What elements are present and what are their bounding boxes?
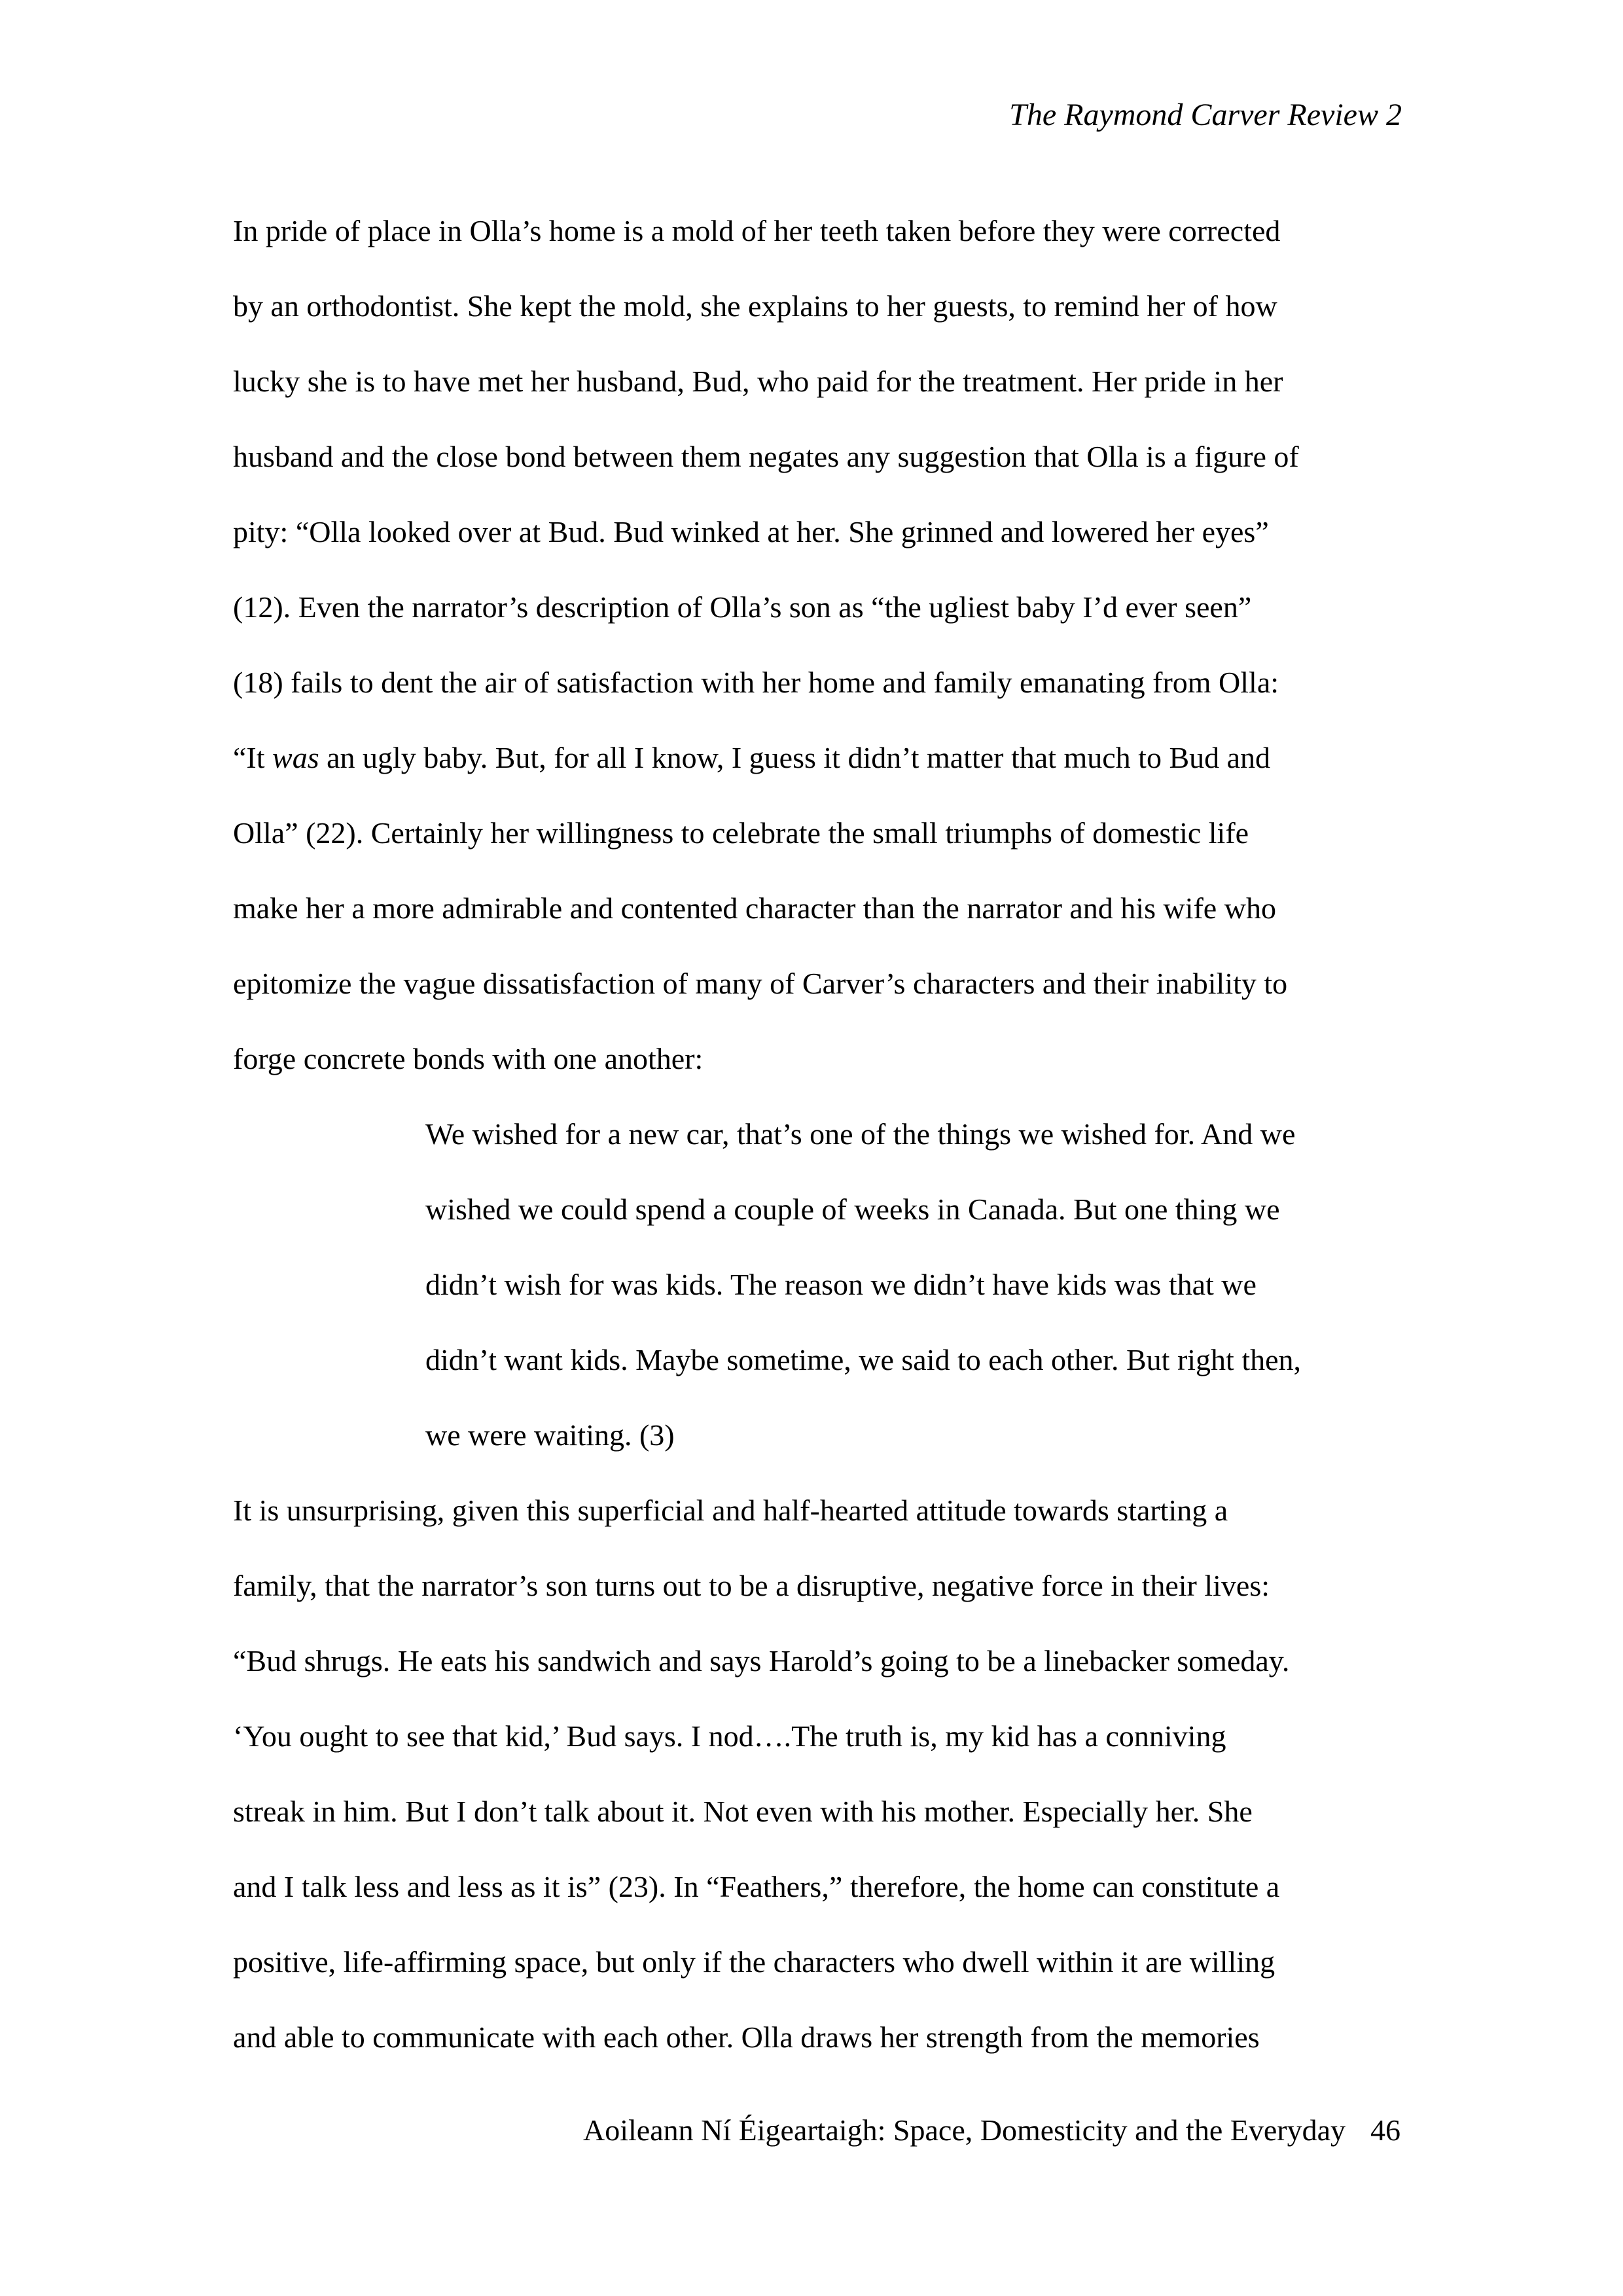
body-text-line: by an orthodontist. She kept the mold, she explains to her guests, to remind her of how bbox=[233, 289, 1277, 323]
text-segment: an ugly baby. But, for all I know, I guess it didn’t matter that much to Bud and bbox=[319, 741, 1271, 774]
block-quote-line: didn’t wish for was kids. The reason we didn’t have kids was that we bbox=[425, 1268, 1257, 1301]
body-text-line: (18) fails to dent the air of satisfaction with her home and family emanating from Olla: bbox=[233, 666, 1279, 699]
body-text-line: forge concrete bonds with one another: bbox=[233, 1042, 704, 1075]
block-quote-line: We wished for a new car, that’s one of the things we wished for. And we bbox=[425, 1117, 1296, 1151]
page-footer bbox=[583, 2113, 1400, 2147]
footer-running-title: Aoileann Ní Éigeartaigh: Space, Domesticity and the Everyday bbox=[583, 2113, 1346, 2147]
block-quote-line: we were waiting. (3) bbox=[425, 1418, 675, 1452]
body-text-line: and able to communicate with each other. Olla draws her strength from the memories bbox=[233, 2020, 1260, 2054]
body-text-line: positive, life-affirming space, but only if the characters who dwell within it are willing bbox=[233, 1945, 1275, 1979]
body-text-line: “Bud shrugs. He eats his sandwich and says Harold’s going to be a linebacker someday. bbox=[233, 1644, 1290, 1677]
block-quote-line: didn’t want kids. Maybe sometime, we said to each other. But right then, bbox=[425, 1343, 1302, 1376]
body-text-line: In pride of place in Olla’s home is a mold of her teeth taken before they were corrected bbox=[233, 214, 1281, 247]
running-header: The Raymond Carver Review 2 bbox=[1009, 98, 1402, 132]
page-number: 46 bbox=[1370, 2113, 1400, 2147]
body-text-line: Olla” (22). Certainly her willingness to celebrate the small triumphs of domestic life bbox=[233, 816, 1249, 850]
body-text-line: pity: “Olla looked over at Bud. Bud winked at her. She grinned and lowered her eyes” bbox=[233, 515, 1269, 548]
body-text-line: husband and the close bond between them negates any suggestion that Olla is a figure of bbox=[233, 440, 1299, 473]
text-segment: “It bbox=[233, 741, 273, 774]
body-text-line: epitomize the vague dissatisfaction of many of Carver’s characters and their inability to bbox=[233, 967, 1288, 1000]
body-text-line: family, that the narrator’s son turns out to be a disruptive, negative force in their lives: bbox=[233, 1569, 1270, 1602]
block-quote-line: wished we could spend a couple of weeks in Canada. But one thing we bbox=[425, 1193, 1280, 1226]
body-text-line: lucky she is to have met her husband, Bud, who paid for the treatment. Her pride in her bbox=[233, 365, 1283, 398]
body-text-line: and I talk less and less as it is” (23). In “Feathers,” therefore, the home can constitute a bbox=[233, 1870, 1280, 1903]
emphasized-word: was bbox=[272, 741, 319, 774]
body-text-line: (12). Even the narrator’s description of Olla’s son as “the ugliest baby I’d ever seen” bbox=[233, 590, 1252, 624]
body-text-line: ‘You ought to see that kid,’ Bud says. I nod….The truth is, my kid has a conniving bbox=[233, 1719, 1226, 1753]
body-text-line: make her a more admirable and contented character than the narrator and his wife who bbox=[233, 891, 1276, 925]
body-text-line: streak in him. But I don’t talk about it. Not even with his mother. Especially her. She bbox=[233, 1795, 1253, 1828]
body-text-line bbox=[233, 743, 1270, 773]
body-text-line: It is unsurprising, given this superficial and half-hearted attitude towards starting a bbox=[233, 1494, 1228, 1527]
